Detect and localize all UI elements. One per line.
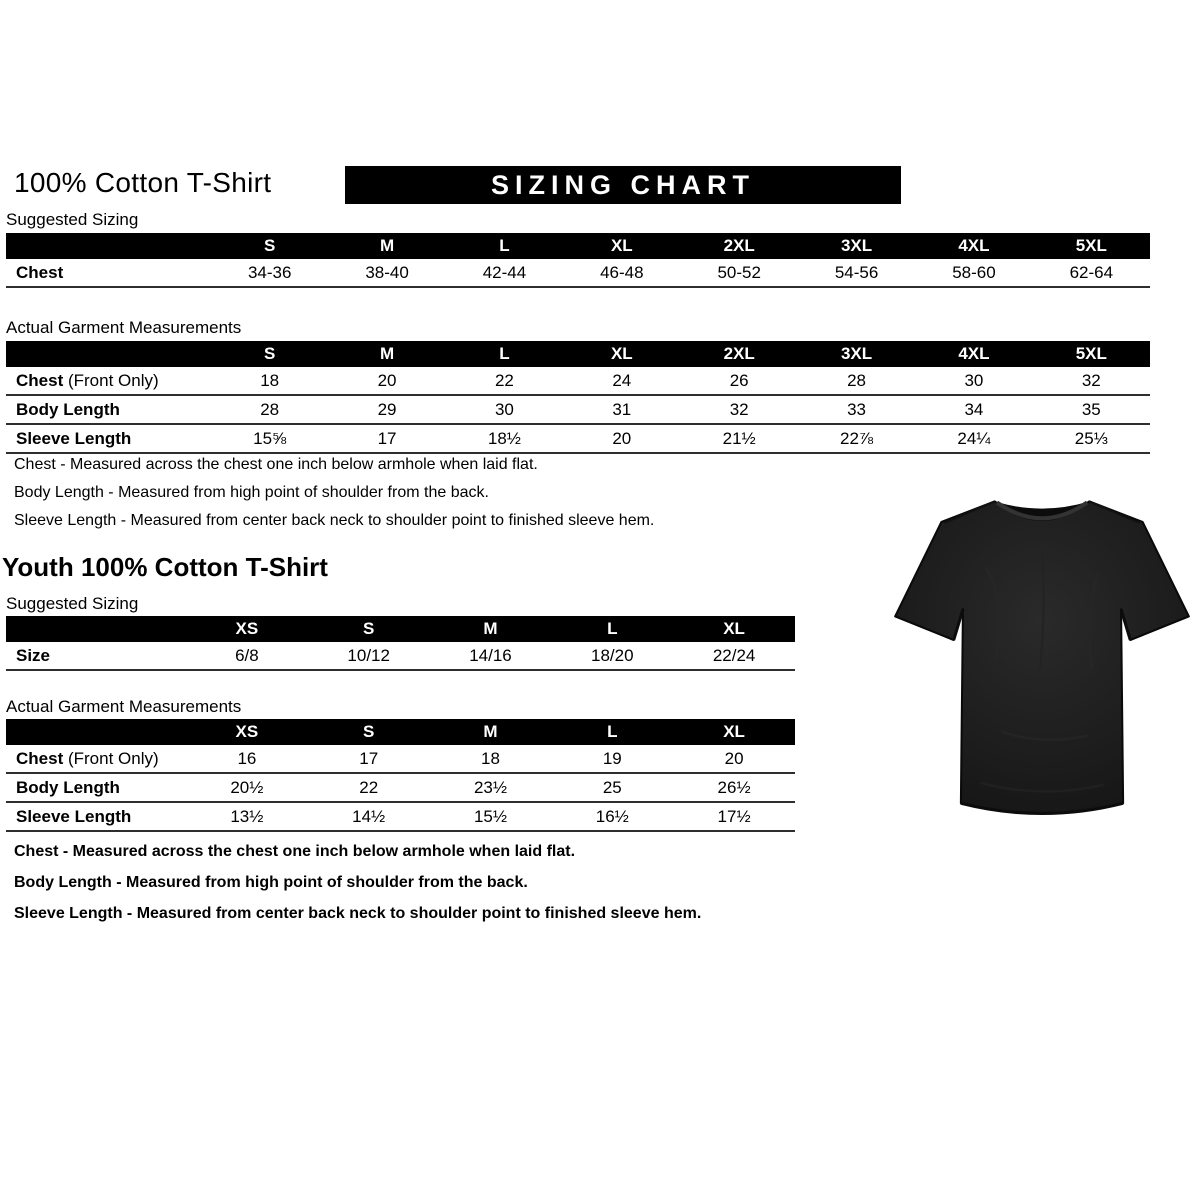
youth-measurement-notes <box>14 843 701 936</box>
size-column-header: 4XL <box>958 344 990 363</box>
note-chest: Chest - Measured across the chest one inch below armhole when laid flat. <box>14 456 538 473</box>
youth-actual-measurements-label: Actual Garment Measurements <box>6 697 242 716</box>
table-row <box>6 367 1150 396</box>
measurement-cell: 32 <box>1081 370 1101 390</box>
row-label: Chest <box>16 262 64 282</box>
measurement-cell: 15⅝ <box>253 428 287 448</box>
adult-actual-measurements-label: Actual Garment Measurements <box>6 318 242 337</box>
measurement-cell: 24¼ <box>957 428 991 448</box>
measurement-cell: 19 <box>602 748 622 768</box>
table-header-row <box>6 719 795 745</box>
measurement-cell: 32 <box>729 399 749 419</box>
measurement-cell: 26½ <box>717 777 751 797</box>
measurement-cell: 16 <box>237 748 257 768</box>
table-header-row <box>6 233 1150 259</box>
table-row <box>6 425 1150 454</box>
table-row <box>6 774 795 803</box>
measurement-cell: 30 <box>494 399 514 419</box>
measurement-cell: 6/8 <box>235 645 259 665</box>
row-label: Sleeve Length <box>16 428 132 448</box>
size-column-header: S <box>363 619 375 638</box>
measurement-cell: 21½ <box>722 428 756 448</box>
measurement-cell: 22 <box>494 370 514 390</box>
size-column-header: L <box>607 619 618 638</box>
youth-suggested-sizing-table <box>6 616 795 671</box>
measurement-cell: 34-36 <box>247 262 292 282</box>
row-label: Size <box>16 645 51 665</box>
measurement-cell: 18 <box>260 370 280 390</box>
row-label: Chest (Front Only) <box>16 370 159 390</box>
adult-actual-measurements-table <box>6 341 1150 454</box>
measurement-cell: 20 <box>377 370 397 390</box>
size-column-header: L <box>607 722 618 741</box>
size-column-header: XS <box>235 722 259 741</box>
measurement-cell: 14/16 <box>469 645 512 665</box>
measurement-cell: 24 <box>612 370 632 390</box>
size-column-header: 3XL <box>840 236 873 255</box>
size-column-header: S <box>264 344 276 363</box>
measurement-cell: 13½ <box>230 806 264 826</box>
table-row <box>6 642 795 671</box>
measurement-cell: 28 <box>847 370 867 390</box>
adult-measurement-notes <box>14 456 654 540</box>
note-sleeve-length: Sleeve Length - Measured from center back neck to shoulder point to finished sleeve hem. <box>14 512 655 529</box>
table-row <box>6 259 1150 288</box>
measurement-cell: 18½ <box>487 428 521 448</box>
row-label: Sleeve Length <box>16 806 132 826</box>
measurement-cell: 17½ <box>717 806 751 826</box>
note-body-length: Body Length - Measured from high point of shoulder from the back. <box>14 484 489 501</box>
sizing-chart-banner: SIZING CHART <box>345 166 901 204</box>
measurement-cell: 22/24 <box>712 645 756 665</box>
size-column-header: M <box>483 619 498 638</box>
measurement-cell: 33 <box>847 399 867 419</box>
black-tshirt-photo <box>888 472 1196 847</box>
row-label: Body Length <box>16 399 120 419</box>
row-label: Chest (Front Only) <box>16 748 159 768</box>
youth-section-title: Youth 100% Cotton T-Shirt <box>2 552 328 582</box>
measurement-cell: 23½ <box>473 777 508 797</box>
size-column-header: M <box>379 344 395 363</box>
measurement-cell: 10/12 <box>347 645 390 665</box>
measurement-cell: 15½ <box>473 806 508 826</box>
measurement-cell: 30 <box>964 370 984 390</box>
measurement-cell: 18 <box>481 748 500 768</box>
measurement-cell: 62-64 <box>1069 262 1114 282</box>
table-row <box>6 745 795 774</box>
measurement-cell: 14½ <box>352 806 386 826</box>
measurement-cell: 17 <box>359 748 379 768</box>
table-row <box>6 803 795 832</box>
size-column-header: XL <box>610 236 633 255</box>
measurement-cell: 20 <box>612 428 632 448</box>
size-column-header: XL <box>723 722 745 741</box>
measurement-cell: 35 <box>1081 399 1101 419</box>
measurement-cell: 22 <box>359 777 379 797</box>
size-column-header: 5XL <box>1075 344 1107 363</box>
size-column-header: L <box>499 344 510 363</box>
youth-suggested-sizing-label: Suggested Sizing <box>6 594 139 613</box>
measurement-cell: 20 <box>724 748 744 768</box>
measurement-cell: 18/20 <box>591 645 634 665</box>
measurement-cell: 29 <box>377 399 397 419</box>
measurement-cell: 46-48 <box>600 262 644 282</box>
measurement-cell: 20½ <box>230 777 264 797</box>
size-column-header: L <box>499 236 510 255</box>
size-column-header: XL <box>723 619 745 638</box>
size-column-header: M <box>483 722 498 741</box>
youth-actual-measurements-table <box>6 719 795 832</box>
table-row <box>6 396 1150 425</box>
size-column-header: 4XL <box>958 236 990 255</box>
size-column-header: 5XL <box>1075 236 1107 255</box>
size-column-header: 2XL <box>723 344 755 363</box>
table-header-row <box>6 616 795 642</box>
page-title: 100% Cotton T-Shirt <box>14 167 272 198</box>
note-sleeve-length: Sleeve Length - Measured from center back neck to shoulder point to finished sleeve hem. <box>14 905 702 922</box>
measurement-cell: 17 <box>377 428 397 448</box>
measurement-cell: 50-52 <box>717 262 761 282</box>
measurement-cell: 22⅞ <box>840 428 874 448</box>
adult-suggested-sizing-table <box>6 233 1150 288</box>
measurement-cell: 16½ <box>595 806 629 826</box>
tshirt-graphic <box>888 472 1196 847</box>
measurement-cell: 38-40 <box>365 262 409 282</box>
size-column-header: XL <box>610 344 633 363</box>
measurement-cell: 42-44 <box>482 262 527 282</box>
measurement-cell: 31 <box>612 399 632 419</box>
row-label: Body Length <box>16 777 120 797</box>
measurement-cell: 25⅓ <box>1074 428 1108 448</box>
note-chest: Chest - Measured across the chest one inch below armhole when laid flat. <box>14 843 576 860</box>
size-column-header: S <box>264 236 276 255</box>
measurement-cell: 26 <box>729 370 749 390</box>
measurement-cell: 34 <box>964 399 984 419</box>
note-body-length: Body Length - Measured from high point of shoulder from the back. <box>14 874 528 891</box>
size-column-header: S <box>363 722 375 741</box>
size-column-header: XS <box>235 619 259 638</box>
table-header-row <box>6 341 1150 367</box>
size-column-header: M <box>379 236 395 255</box>
measurement-cell: 58-60 <box>952 262 996 282</box>
size-column-header: 3XL <box>840 344 873 363</box>
measurement-cell: 54-56 <box>834 262 879 282</box>
size-column-header: 2XL <box>723 236 755 255</box>
adult-suggested-sizing-label: Suggested Sizing <box>6 210 139 229</box>
measurement-cell: 25 <box>602 777 622 797</box>
measurement-cell: 28 <box>260 399 280 419</box>
